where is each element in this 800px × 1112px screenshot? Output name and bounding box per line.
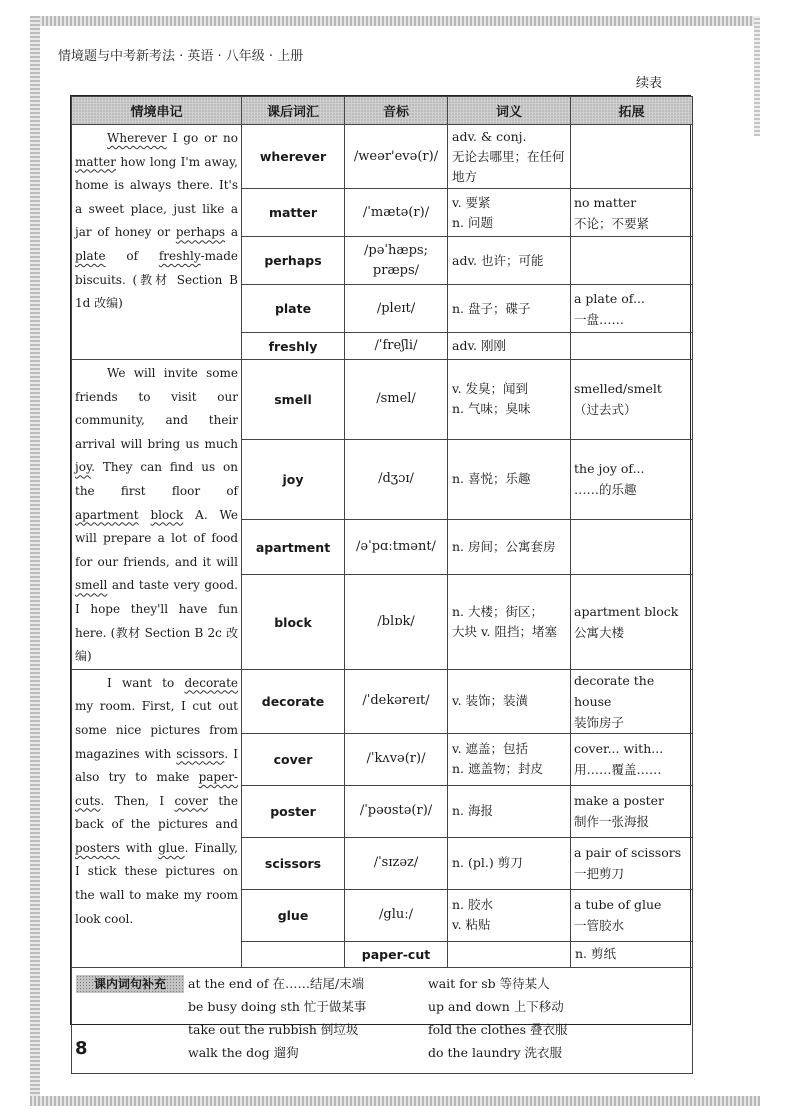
meaning-line: 大块 v. 阻挡；堵塞 (452, 624, 557, 640)
meaning-line: v. 要紧 (452, 194, 491, 210)
scene-text: . Then, I (100, 793, 175, 808)
phrase-item: wait for sb 等待某人 (428, 975, 550, 991)
col-header-meaning: 词义 (448, 97, 571, 125)
vocab-word: paper-cut (345, 941, 448, 967)
vocab-word: apartment (242, 519, 345, 575)
meaning-line: n. 海报 (452, 803, 493, 819)
scene-story-3 (72, 669, 242, 967)
phonetic: /gluː/ (345, 889, 448, 941)
meaning-cell (448, 733, 571, 785)
phonetic: /ˈkʌvə(r)/ (345, 733, 448, 785)
phrase-item: fold the clothes 叠衣服 (428, 1021, 568, 1037)
meaning-cell (448, 237, 571, 285)
phonetic: /ˈmætə(r)/ (345, 189, 448, 237)
meaning-cell (448, 785, 571, 837)
meaning-cell (448, 125, 571, 189)
phrase-grid (188, 975, 692, 1062)
supplement-row (72, 967, 693, 1073)
extension-cell (571, 237, 693, 285)
phonetic: /əˈpɑːtmənt/ (345, 519, 448, 575)
target-word-underlined: glue (158, 840, 185, 855)
scene-text: of (105, 248, 159, 263)
meaning-line: v. 装饰；装潢 (452, 693, 529, 709)
table-row (72, 125, 693, 189)
vocab-word: wherever (242, 125, 345, 189)
meaning-line: n. (pl.) 剪刀 (452, 855, 523, 871)
vocab-word: glue (242, 889, 345, 941)
vocab-word: poster (242, 785, 345, 837)
phonetic: /pleɪt/ (345, 285, 448, 333)
vocab-word: scissors (242, 837, 345, 889)
scene-text: I go or no (166, 131, 238, 145)
meaning-cell (448, 285, 571, 333)
phrase-item: take out the rubbish 倒垃圾 (188, 1021, 359, 1037)
phonetic: /ˈsɪzəz/ (345, 837, 448, 889)
scan-edge-right (754, 16, 760, 136)
scene-text: . Finally, I stick these pictures on the wall to make my room look cool. (75, 840, 238, 926)
scene-text: A. We will prepare a lot of food for our friends, and it will (75, 507, 238, 569)
target-word-underlined: apartment (75, 507, 139, 522)
meaning-line: n. 房间；公寓套房 (452, 539, 556, 555)
scene-text (139, 508, 151, 522)
target-word-underlined: plate (75, 248, 106, 263)
vocab-table (71, 96, 693, 1074)
table-row (72, 669, 693, 733)
extension-line: cover... with... (574, 741, 664, 757)
col-header-ipa: 音标 (345, 97, 448, 125)
meaning-cell (448, 837, 571, 889)
extension-line: decorate the house (574, 672, 655, 709)
scene-story-2 (72, 360, 242, 670)
extension-cell (571, 785, 693, 837)
scan-edge-top (30, 16, 760, 26)
target-word-underlined: posters (75, 840, 120, 855)
vocab-word: plate (242, 285, 345, 333)
meaning-cell (571, 941, 693, 967)
vocab-word: decorate (242, 669, 345, 733)
vocab-word: cover (242, 733, 345, 785)
scan-edge-left (30, 16, 40, 1106)
target-word-underlined: paper-cuts (75, 770, 238, 808)
extension-cell (571, 575, 693, 669)
target-word-underlined: freshly (158, 248, 201, 263)
supplement-label: 课内词句补充 (76, 975, 184, 993)
meaning-line: n. 剪纸 (575, 946, 616, 962)
scene-text: my room. First, I cut out some nice pictures from magazines with (75, 699, 238, 761)
extension-line: 一管胶水 (574, 918, 625, 934)
meaning-line: n. 胶水 (452, 897, 493, 913)
phonetic: /ˈdekəreɪt/ (345, 669, 448, 733)
target-word-underlined: Wherever (107, 131, 167, 145)
col-header-word: 课后词汇 (242, 97, 345, 125)
phonetic: /dʒɔɪ/ (345, 439, 448, 519)
phonetic: /ˈfreʃli/ (345, 333, 448, 360)
meaning-line: n. 喜悦；乐趣 (452, 471, 531, 487)
vocab-word: smell (242, 360, 345, 440)
scene-text: with (119, 840, 159, 855)
extension-line: 装饰房子 (574, 714, 625, 730)
target-word-underlined: matter (75, 154, 117, 169)
extension-cell (571, 733, 693, 785)
target-word-underlined: scissors (176, 746, 225, 761)
supplement-cell (72, 967, 693, 1073)
target-word-underlined: block (150, 507, 184, 522)
extension-cell (571, 125, 693, 189)
vocab-table-frame (70, 95, 691, 1060)
extension-line: the joy of... (574, 461, 645, 477)
extension-cell (571, 439, 693, 519)
extension-line: smelled/smelt (574, 381, 662, 397)
meaning-cell (448, 575, 571, 669)
scene-blank (242, 941, 345, 967)
extension-line: 公寓大楼 (574, 625, 625, 641)
meaning-line: n. 大楼；街区； (452, 604, 543, 620)
phonetic: /smel/ (345, 360, 448, 440)
meaning-line: n. 盘子；碟子 (452, 300, 531, 316)
scan-edge-bottom (30, 1096, 760, 1106)
extension-cell (571, 519, 693, 575)
phonetic: /pəˈhæps; præps/ (345, 237, 448, 285)
page-number: 8 (75, 1038, 88, 1059)
running-title: 情境题与中考新考法 · 英语 · 八年级 · 上册 (58, 49, 304, 64)
phrase-item: up and down 上下移动 (428, 998, 564, 1014)
meaning-line: n. 遮盖物；封皮 (452, 761, 543, 777)
meaning-cell (448, 669, 571, 733)
scene-text: I want to (107, 675, 185, 690)
vocab-word: freshly (242, 333, 345, 360)
extension-cell (571, 889, 693, 941)
extension-line: a pair of scissors (574, 845, 682, 861)
extension-cell (571, 837, 693, 889)
extension-line: （过去式） (574, 402, 637, 418)
phonetic: /blɒk/ (345, 575, 448, 669)
extension-line: ……的乐趣 (574, 482, 637, 498)
extension-cell (571, 669, 693, 733)
phrase-item: walk the dog 遛狗 (188, 1044, 299, 1060)
extension-cell (571, 360, 693, 440)
target-word-underlined: decorate (184, 675, 238, 690)
phonetic: /weər'evə(r)/ (345, 125, 448, 189)
extension-line: apartment block (574, 604, 679, 620)
extension-cell (571, 285, 693, 333)
meaning-cell (448, 189, 571, 237)
scene-paragraph (75, 362, 238, 669)
phrase-item: at the end of 在……结尾/末端 (188, 975, 365, 991)
vocab-word: block (242, 575, 345, 669)
extension-line: 用……覆盖…… (574, 762, 662, 778)
col-header-scene: 情境串记 (72, 97, 242, 125)
extension-line: 制作一张海报 (574, 814, 650, 830)
extension-line: 一把剪刀 (574, 866, 625, 882)
meaning-line: adv. 也许；可能 (452, 252, 544, 268)
target-word-underlined: smell (75, 578, 108, 593)
meaning-line: adv. & conj. (452, 128, 527, 144)
scene-text: the back of the pictures and (75, 793, 239, 832)
meaning-line: adv. 刚刚 (452, 338, 506, 353)
vocab-word: joy (242, 439, 345, 519)
col-header-extension: 拓展 (571, 97, 693, 125)
phrase-item: be busy doing sth 忙于做某事 (188, 998, 367, 1014)
meaning-cell (448, 439, 571, 519)
scene-text: . I also try to make (75, 746, 238, 785)
scene-paragraph (75, 672, 238, 932)
target-word-underlined: perhaps (175, 225, 226, 240)
continued-label: 续表 (636, 76, 663, 91)
meaning-line: n. 气味；臭味 (452, 401, 531, 417)
vocab-word: perhaps (242, 237, 345, 285)
scene-text: how long I'm away, home is always there. It's a sweet place, just like a jar of honey or (75, 154, 238, 240)
meaning-cell (448, 360, 571, 440)
meaning-line: v. 发臭；闻到 (452, 381, 529, 397)
extension-line: a plate of... (574, 290, 645, 306)
extension-line: no matter (574, 194, 637, 210)
meaning-cell (448, 519, 571, 575)
phonetic (448, 941, 571, 967)
scene-text: -made biscuits. (教材 Section B 1d 改编) (75, 248, 238, 311)
table-header-row (72, 97, 693, 125)
meaning-line: 无论去哪里；在任何地方 (452, 148, 565, 184)
target-word-underlined: cover (174, 793, 208, 808)
target-word-underlined: joy (75, 460, 92, 475)
scene-paragraph (75, 127, 238, 316)
extension-line: 一盘…… (574, 311, 625, 327)
extension-cell (571, 333, 693, 360)
meaning-line: v. 粘贴 (452, 917, 491, 933)
scene-text: . They can find us on the first floor of (75, 460, 238, 498)
extension-line: 不论；不要紧 (574, 215, 650, 231)
phrase-item: do the laundry 洗衣服 (428, 1044, 563, 1060)
extension-line: a tube of glue (574, 897, 662, 913)
scene-text: We will invite some friends to visit our community, and their arrival will bring us much (75, 366, 238, 451)
extension-cell (571, 189, 693, 237)
meaning-cell (448, 333, 571, 360)
vocab-word: matter (242, 189, 345, 237)
meaning-line: n. 问题 (452, 214, 493, 230)
meaning-cell (448, 889, 571, 941)
phonetic: /ˈpəʊstə(r)/ (345, 785, 448, 837)
scene-text: and taste very good. I hope they'll have fun here. (教材 Section B 2c 改编) (75, 578, 238, 664)
meaning-line: v. 遮盖；包括 (452, 741, 529, 757)
table-row (72, 360, 693, 440)
scene-text: a (225, 225, 239, 240)
extension-line: make a poster (574, 793, 665, 809)
scene-story-1 (72, 125, 242, 360)
